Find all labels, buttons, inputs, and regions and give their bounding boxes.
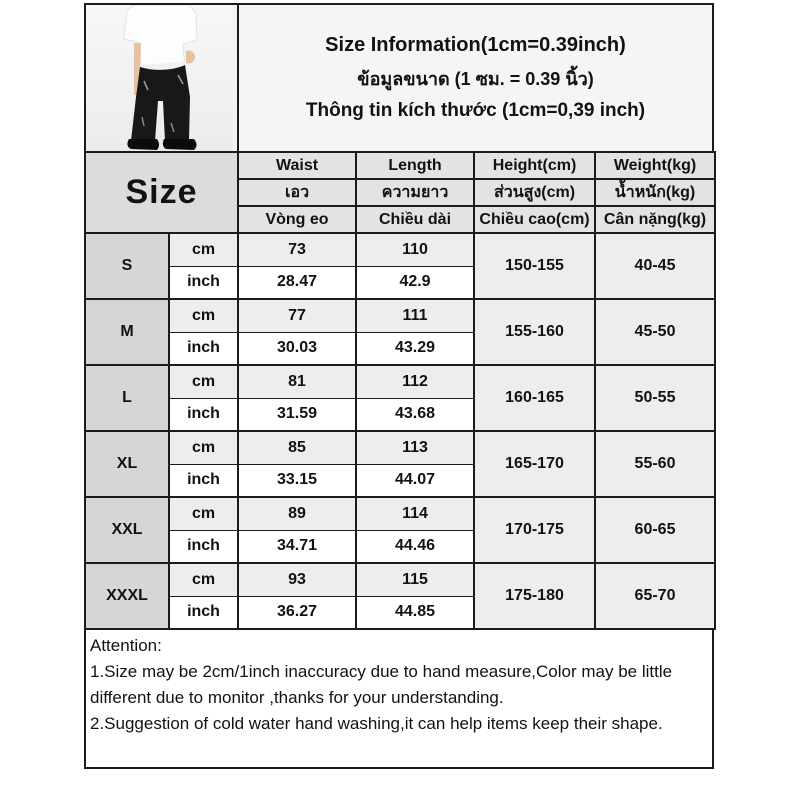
unit-cm-l: cm xyxy=(169,365,238,398)
size-row-m-cm xyxy=(85,299,715,332)
waist-inch-s: 28.47 xyxy=(238,266,356,299)
waist-cm-xl: 85 xyxy=(238,431,356,464)
length-inch-xxl: 44.46 xyxy=(356,530,474,563)
waist-inch-l: 31.59 xyxy=(238,398,356,431)
length-inch-xl: 44.07 xyxy=(356,464,474,497)
length-cm-s: 110 xyxy=(356,233,474,266)
title-vietnamese: Thông tin kích thước (1cm=0,39 inch) xyxy=(305,100,646,121)
top-section xyxy=(84,3,714,153)
col-height-th: ส่วนสูง(cm) xyxy=(474,179,595,206)
height-range-l: 160-165 xyxy=(474,365,595,431)
model-photo-illustration xyxy=(86,5,233,151)
waist-cm-s: 73 xyxy=(238,233,356,266)
waist-cm-xxxl: 93 xyxy=(238,563,356,596)
waist-inch-xl: 33.15 xyxy=(238,464,356,497)
size-label-xl: XL xyxy=(85,431,169,497)
size-row-xxxl-cm xyxy=(85,563,715,596)
col-length-en: Length xyxy=(356,152,474,179)
size-row-xl-cm xyxy=(85,431,715,464)
weight-range-xxl: 60-65 xyxy=(595,497,715,563)
unit-cm-xl: cm xyxy=(169,431,238,464)
waist-cm-m: 77 xyxy=(238,299,356,332)
size-table-header xyxy=(85,152,715,233)
length-inch-xxxl: 44.85 xyxy=(356,596,474,629)
weight-range-l: 50-55 xyxy=(595,365,715,431)
col-waist-th: เอว xyxy=(238,179,356,206)
unit-cm-xxl: cm xyxy=(169,497,238,530)
attention-heading: Attention: xyxy=(90,636,162,655)
unit-cm-m: cm xyxy=(169,299,238,332)
waist-inch-xxl: 34.71 xyxy=(238,530,356,563)
height-range-s: 150-155 xyxy=(474,233,595,299)
size-table-body xyxy=(85,233,715,629)
length-cm-xxl: 114 xyxy=(356,497,474,530)
unit-inch-s: inch xyxy=(169,266,238,299)
title-block xyxy=(239,5,712,151)
size-label-s: S xyxy=(85,233,169,299)
weight-range-xl: 55-60 xyxy=(595,431,715,497)
col-weight-vi: Cân nặng(kg) xyxy=(595,206,715,233)
waist-cm-xxl: 89 xyxy=(238,497,356,530)
size-header-cell: Size xyxy=(85,152,238,233)
unit-cm-s: cm xyxy=(169,233,238,266)
header-row-english xyxy=(85,152,715,179)
length-cm-m: 111 xyxy=(356,299,474,332)
size-row-l-cm xyxy=(85,365,715,398)
length-inch-l: 43.68 xyxy=(356,398,474,431)
size-label-xxxl: XXXL xyxy=(85,563,169,629)
col-waist-vi: Vòng eo xyxy=(238,206,356,233)
unit-inch-l: inch xyxy=(169,398,238,431)
attention-note-2: 2.Suggestion of cold water hand washing,it can help items keep their shape. xyxy=(90,714,663,733)
waist-cm-l: 81 xyxy=(238,365,356,398)
weight-range-s: 40-45 xyxy=(595,233,715,299)
col-length-th: ความยาว xyxy=(356,179,474,206)
attention-note-1: 1.Size may be 2cm/1inch inaccuracy due to hand measure,Color may be little different due to monitor ,thanks for your understanding. xyxy=(90,662,673,707)
model-photo xyxy=(86,5,239,151)
unit-cm-xxxl: cm xyxy=(169,563,238,596)
length-cm-xxxl: 115 xyxy=(356,563,474,596)
col-height-vi: Chiều cao(cm) xyxy=(474,206,595,233)
unit-inch-xxl: inch xyxy=(169,530,238,563)
unit-inch-xl: inch xyxy=(169,464,238,497)
size-table xyxy=(84,151,716,630)
height-range-xxl: 170-175 xyxy=(474,497,595,563)
size-label-xxl: XXL xyxy=(85,497,169,563)
waist-inch-xxxl: 36.27 xyxy=(238,596,356,629)
unit-inch-m: inch xyxy=(169,332,238,365)
col-weight-th: น้ำหนัก(kg) xyxy=(595,179,715,206)
col-waist-en: Waist xyxy=(238,152,356,179)
size-row-xxl-cm xyxy=(85,497,715,530)
col-weight-en: Weight(kg) xyxy=(595,152,715,179)
unit-inch-xxxl: inch xyxy=(169,596,238,629)
height-range-xl: 165-170 xyxy=(474,431,595,497)
size-row-s-cm xyxy=(85,233,715,266)
length-cm-l: 112 xyxy=(356,365,474,398)
title-english: Size Information(1cm=0.39inch) xyxy=(325,34,626,56)
size-label-m: M xyxy=(85,299,169,365)
weight-range-xxxl: 65-70 xyxy=(595,563,715,629)
height-range-xxxl: 175-180 xyxy=(474,563,595,629)
size-label-l: L xyxy=(85,365,169,431)
length-inch-s: 42.9 xyxy=(356,266,474,299)
weight-range-m: 45-50 xyxy=(595,299,715,365)
col-height-en: Height(cm) xyxy=(474,152,595,179)
height-range-m: 155-160 xyxy=(474,299,595,365)
length-inch-m: 43.29 xyxy=(356,332,474,365)
size-chart-sheet xyxy=(84,3,714,769)
length-cm-xl: 113 xyxy=(356,431,474,464)
title-thai: ข้อมูลขนาด (1 ซม. = 0.39 นิ้ว) xyxy=(357,69,594,89)
waist-inch-m: 30.03 xyxy=(238,332,356,365)
col-length-vi: Chiều dài xyxy=(356,206,474,233)
attention-box xyxy=(84,628,714,769)
